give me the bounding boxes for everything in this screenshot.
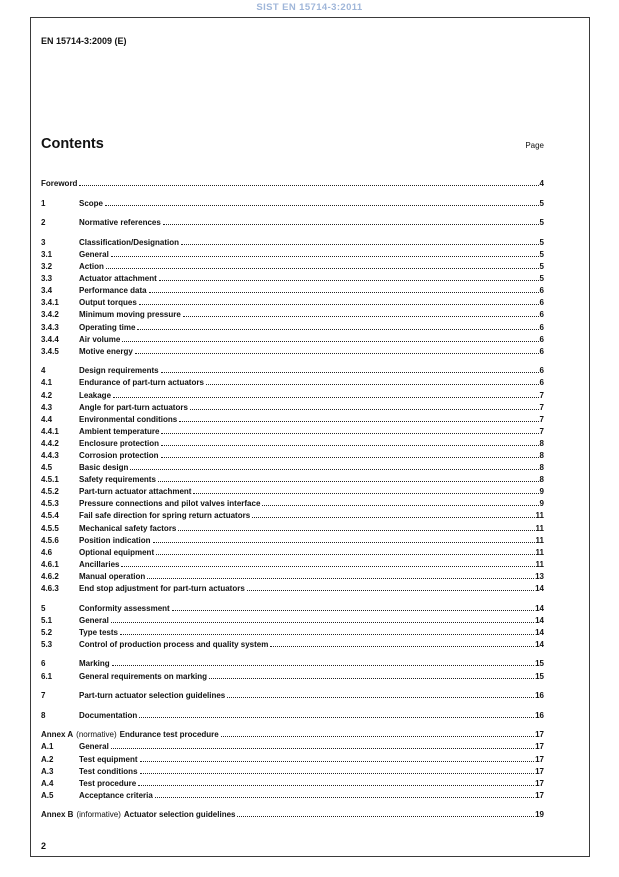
toc-entry-title: General xyxy=(79,249,109,259)
toc-entry xyxy=(41,656,544,668)
toc-leader-dots xyxy=(111,622,534,623)
toc-entry xyxy=(41,533,544,545)
toc-entry-number: 4.5.2 xyxy=(41,487,59,497)
toc-leader-dots xyxy=(122,341,538,342)
toc-entry xyxy=(41,739,544,751)
toc-entry-page: 17 xyxy=(535,778,544,788)
contents-header xyxy=(41,136,544,152)
toc-leader-dots xyxy=(161,457,539,458)
toc-entry-page: 4 xyxy=(539,179,544,189)
toc-entry xyxy=(41,520,544,532)
toc-entry-title: Position indication xyxy=(79,535,151,545)
toc-entry-number: A.5 xyxy=(41,790,54,800)
toc-entry-page: 7 xyxy=(539,426,544,436)
toc-leader-dots xyxy=(155,797,534,798)
toc-entry-page: 8 xyxy=(539,438,544,448)
toc-entry-title: General xyxy=(79,742,109,752)
toc-entry xyxy=(41,436,544,448)
toc-entry-number: 4.5.3 xyxy=(41,499,59,509)
toc-entry-page: 19 xyxy=(535,810,544,820)
toc-entry xyxy=(41,259,544,271)
toc-entry xyxy=(41,363,544,375)
toc-entry-title: Ambient temperature xyxy=(79,426,160,436)
toc-entry-number: 3.2 xyxy=(41,262,53,272)
toc-leader-dots xyxy=(149,292,539,293)
toc-leader-dots xyxy=(138,785,534,786)
toc-entry-page: 17 xyxy=(535,754,544,764)
toc-leader-dots xyxy=(112,665,534,666)
toc-entry-page: 6 xyxy=(539,346,544,356)
toc-leader-dots xyxy=(270,646,534,647)
toc-entry-title: Ancillaries xyxy=(79,559,120,569)
toc-entry xyxy=(41,508,544,520)
toc-entry-page: 9 xyxy=(539,499,544,509)
toc-entry-title: Motive energy xyxy=(79,346,133,356)
toc-entry-page: 5 xyxy=(539,198,544,208)
toc-entry xyxy=(41,332,544,344)
toc-entry-page: 6 xyxy=(539,366,544,376)
toc-entry-number: A.3 xyxy=(41,766,54,776)
toc-entry-title: Action xyxy=(79,262,104,272)
page-column-label: Page xyxy=(525,141,544,150)
toc-entry-number: 7 xyxy=(41,691,46,701)
toc-entry-number: 5.2 xyxy=(41,627,53,637)
toc-leader-dots xyxy=(237,816,534,817)
toc-entry-number: 3 xyxy=(41,237,46,247)
toc-entry-title: Documentation xyxy=(79,710,138,720)
toc-leader-dots xyxy=(227,697,534,698)
doc-reference: EN 15714-3:2009 (E) xyxy=(41,36,127,46)
toc-entry-number: 4.6.1 xyxy=(41,559,59,569)
toc-entry-page: 14 xyxy=(535,627,544,637)
toc-entry xyxy=(41,557,544,569)
toc-leader-dots xyxy=(147,578,534,579)
toc-leader-dots xyxy=(206,384,539,385)
toc-entry xyxy=(41,196,544,208)
toc-entry-number: 3.4.3 xyxy=(41,322,59,332)
toc-leader-dots xyxy=(179,421,538,422)
toc-entry-number: Annex B xyxy=(41,810,74,820)
toc-entry-number: 4.5.6 xyxy=(41,535,59,545)
toc-leader-dots xyxy=(178,530,534,531)
toc-entry-number: 3.3 xyxy=(41,274,53,284)
toc-entry-number: 5.3 xyxy=(41,639,53,649)
toc-leader-dots xyxy=(193,493,538,494)
toc-entry-page: 17 xyxy=(535,730,544,740)
toc-entry-title: Angle for part-turn actuators xyxy=(79,402,188,412)
toc-leader-dots xyxy=(137,329,538,330)
toc-entry-title: Test equipment xyxy=(79,754,138,764)
toc-entry-title: Scope xyxy=(79,198,104,208)
toc-entry xyxy=(41,235,544,247)
toc-entry-page: 14 xyxy=(535,615,544,625)
toc-entry-title: Enclosure protection xyxy=(79,438,160,448)
watermark-text: SIST EN 15714-3:2011 xyxy=(256,2,363,13)
toc-leader-dots xyxy=(113,397,539,398)
toc-entry-number: 4.5.4 xyxy=(41,511,59,521)
toc-entry-title: Basic design xyxy=(79,463,129,473)
toc-entry-number: 3.4.5 xyxy=(41,346,59,356)
toc-entry xyxy=(41,688,544,700)
toc-entry-page: 5 xyxy=(539,274,544,284)
toc-entry-title: Operating time xyxy=(79,322,136,332)
toc-entry-number: 4.6 xyxy=(41,547,53,557)
toc-leader-dots xyxy=(121,566,534,567)
toc-entry xyxy=(41,400,544,412)
toc-entry-title: Test conditions xyxy=(79,766,138,776)
toc-entry xyxy=(41,215,544,227)
toc-entry-number: 4.6.2 xyxy=(41,571,59,581)
toc-entry-number: 4.5.1 xyxy=(41,475,59,485)
toc-entry-title: Endurance test procedure xyxy=(119,730,219,740)
toc-entry-page: 6 xyxy=(539,378,544,388)
toc-entry xyxy=(41,344,544,356)
toc-entry-page: 7 xyxy=(539,414,544,424)
toc-entry-page: 6 xyxy=(539,322,544,332)
toc-entry-page: 11 xyxy=(535,535,544,545)
toc-leader-dots xyxy=(105,205,539,206)
toc-entry xyxy=(41,412,544,424)
toc-entry xyxy=(41,764,544,776)
toc-entry-title: Environmental conditions xyxy=(79,414,178,424)
toc-leader-dots xyxy=(161,445,539,446)
toc-entry-number: 4.4.1 xyxy=(41,426,59,436)
toc-entry-page: 13 xyxy=(535,571,544,581)
toc-entry xyxy=(41,601,544,613)
toc-leader-dots xyxy=(130,469,538,470)
toc-entry-page: 5 xyxy=(539,237,544,247)
toc-entry-title: Air volume xyxy=(79,334,121,344)
toc-entry-number: A.1 xyxy=(41,742,54,752)
toc-entry xyxy=(41,424,544,436)
toc-entry-title: Control of production process and quality system xyxy=(79,639,269,649)
toc-entry xyxy=(41,569,544,581)
toc-entry-page: 15 xyxy=(535,659,544,669)
toc-leader-dots xyxy=(159,280,539,281)
toc-entry-page: 7 xyxy=(539,390,544,400)
toc-entry-title: Actuator selection guidelines xyxy=(123,810,236,820)
toc-entry-title: Performance data xyxy=(79,286,147,296)
toc-entry-page: 7 xyxy=(539,402,544,412)
toc-entry-number: 4.4.3 xyxy=(41,450,59,460)
toc-entry xyxy=(41,625,544,637)
toc-entry xyxy=(41,460,544,472)
toc-entry-title: End stop adjustment for part-turn actuators xyxy=(79,584,245,593)
toc-entry-title: Safety requirements xyxy=(79,475,156,485)
toc-entry xyxy=(41,307,544,319)
toc-entry-page: 5 xyxy=(539,249,544,259)
toc-entry-page: 11 xyxy=(535,511,544,521)
toc-entry-title: Foreword xyxy=(41,179,78,189)
toc-entry-number: 4 xyxy=(41,366,46,376)
toc-entry-title: Conformity assessment xyxy=(79,603,170,613)
toc-entry-page: 16 xyxy=(535,710,544,720)
toc-entry-title: Classification/Designation xyxy=(79,237,180,247)
toc-entry-page: 15 xyxy=(535,671,544,681)
toc-entry-title: Minimum moving pressure xyxy=(79,310,181,320)
toc-entry xyxy=(41,295,544,307)
toc-entry-title: Pressure connections and pilot valves interface xyxy=(79,499,261,509)
toc-entry xyxy=(41,283,544,295)
toc-entry-number: 8 xyxy=(41,710,46,720)
toc-entry xyxy=(41,271,544,283)
toc-leader-dots xyxy=(120,634,534,635)
toc-entry xyxy=(41,788,544,800)
toc-entry-title: Leakage xyxy=(79,390,112,400)
toc-entry-title: Actuator attachment xyxy=(79,274,157,284)
toc-entry-page: 8 xyxy=(539,450,544,460)
contents-title: Contents xyxy=(41,136,104,152)
toc-entry-number: 4.2 xyxy=(41,390,53,400)
toc-entry-number: 4.6.3 xyxy=(41,584,59,593)
toc-entry-number: 6 xyxy=(41,659,46,669)
toc-leader-dots xyxy=(190,409,539,410)
toc-entry-title: Part-turn actuator attachment xyxy=(79,487,192,497)
toc-entry xyxy=(41,176,544,188)
toc-entry-title: Optional equipment xyxy=(79,547,155,557)
toc-entry-title: Normative references xyxy=(79,218,161,228)
toc-leader-dots xyxy=(139,717,534,718)
toc-entry-number: 4.4 xyxy=(41,414,53,424)
toc-entry-title: Mechanical safety factors xyxy=(79,523,177,533)
toc-list xyxy=(41,176,544,819)
toc-leader-dots xyxy=(135,353,539,354)
toc-entry-page: 17 xyxy=(535,742,544,752)
toc-leader-dots xyxy=(161,372,539,373)
toc-entry xyxy=(41,448,544,460)
toc-leader-dots xyxy=(172,610,534,611)
toc-entry-number: 2 xyxy=(41,218,46,228)
toc-entry-page: 16 xyxy=(535,691,544,701)
toc-entry xyxy=(41,727,544,739)
toc-entry xyxy=(41,708,544,720)
toc-entry xyxy=(41,807,544,819)
toc-entry-title: Type tests xyxy=(79,627,118,637)
toc-entry xyxy=(41,496,544,508)
toc-entry-title: Acceptance criteria xyxy=(79,790,153,800)
toc-leader-dots xyxy=(111,256,539,257)
toc-entry-number: A.2 xyxy=(41,754,54,764)
toc-leader-dots xyxy=(183,316,539,317)
toc-entry-page: 9 xyxy=(539,487,544,497)
toc-entry xyxy=(41,637,544,649)
toc-leader-dots xyxy=(140,773,535,774)
toc-entry-title: Output torques xyxy=(79,298,137,308)
toc-entry-title: Part-turn actuator selection guidelines xyxy=(79,691,226,701)
toc-entry-title: Manual operation xyxy=(79,571,146,581)
toc-entry xyxy=(41,387,544,399)
toc-entry-title: Corrosion protection xyxy=(79,450,159,460)
toc-leader-dots xyxy=(161,433,538,434)
toc-entry-page: 5 xyxy=(539,218,544,228)
toc-entry-number: 5 xyxy=(41,603,46,613)
toc-entry xyxy=(41,375,544,387)
toc-entry-page: 17 xyxy=(535,766,544,776)
toc-entry-page: 6 xyxy=(539,286,544,296)
toc-entry-title: Design requirements xyxy=(79,366,159,376)
toc-entry-number: 4.3 xyxy=(41,402,53,412)
toc-entry-number: 3.1 xyxy=(41,249,53,259)
toc-entry-note: (normative) xyxy=(76,730,117,740)
toc-entry-page: 5 xyxy=(539,262,544,272)
toc-entry xyxy=(41,751,544,763)
toc-entry xyxy=(41,247,544,259)
toc-leader-dots xyxy=(156,554,534,555)
toc-entry-title: Fail safe direction for spring return actuators xyxy=(79,511,251,521)
toc-leader-dots xyxy=(106,268,539,269)
toc-entry-page: 14 xyxy=(535,584,544,593)
toc-entry-number: 5.1 xyxy=(41,615,53,625)
toc-entry-page: 6 xyxy=(539,334,544,344)
toc-leader-dots xyxy=(181,244,539,245)
toc-leader-dots xyxy=(153,542,535,543)
toc-entry-number: 3.4 xyxy=(41,286,53,296)
toc-entry-number: 3.4.1 xyxy=(41,298,59,308)
toc-leader-dots xyxy=(209,678,534,679)
toc-leader-dots xyxy=(221,736,534,737)
toc-entry-title: Marking xyxy=(79,659,110,669)
toc-leader-dots xyxy=(139,304,539,305)
toc-leader-dots xyxy=(140,761,535,762)
toc-entry-number: 4.1 xyxy=(41,378,53,388)
toc-entry-number: 4.4.2 xyxy=(41,438,59,448)
toc-entry-page: 11 xyxy=(535,559,544,569)
toc-entry xyxy=(41,545,544,557)
toc-leader-dots xyxy=(158,481,539,482)
toc-entry-page: 6 xyxy=(539,310,544,320)
toc-entry-number: 4.5 xyxy=(41,463,53,473)
toc-leader-dots xyxy=(111,748,534,749)
toc-entry xyxy=(41,319,544,331)
toc-entry xyxy=(41,668,544,680)
page-number: 2 xyxy=(41,841,47,851)
toc-entry-page: 8 xyxy=(539,475,544,485)
toc-entry-number: 3.4.2 xyxy=(41,310,59,320)
toc-entry-page: 6 xyxy=(539,298,544,308)
toc-entry-title: General requirements on marking xyxy=(79,671,208,681)
toc-entry xyxy=(41,484,544,496)
document-page-frame xyxy=(30,17,590,857)
toc-entry-number: 1 xyxy=(41,198,46,208)
toc-entry xyxy=(41,472,544,484)
toc-entry-page: 17 xyxy=(535,790,544,800)
toc-leader-dots xyxy=(247,590,534,591)
toc-entry-number: Annex A xyxy=(41,730,74,740)
toc-entry-page: 11 xyxy=(535,523,544,533)
toc-entry xyxy=(41,613,544,625)
toc-entry xyxy=(41,776,544,788)
toc-entry-number: 3.4.4 xyxy=(41,334,59,344)
toc-entry-page: 8 xyxy=(539,463,544,473)
toc-entry-page: 14 xyxy=(535,639,544,649)
toc-entry-number: A.4 xyxy=(41,778,54,788)
toc-leader-dots xyxy=(79,185,538,186)
toc-entry-number: 4.5.5 xyxy=(41,523,59,533)
toc-entry-title: General xyxy=(79,615,109,625)
toc-leader-dots xyxy=(252,517,534,518)
toc-leader-dots xyxy=(262,505,538,506)
toc-entry-title: Endurance of part-turn actuators xyxy=(79,378,204,388)
toc-entry-note: (informative) xyxy=(76,810,121,820)
toc-leader-dots xyxy=(163,224,539,225)
toc-entry xyxy=(41,581,544,593)
toc-entry-number: 6.1 xyxy=(41,671,53,681)
toc-entry-title: Test procedure xyxy=(79,778,137,788)
toc-entry-page: 14 xyxy=(535,603,544,613)
toc-entry-page: 11 xyxy=(535,547,544,557)
